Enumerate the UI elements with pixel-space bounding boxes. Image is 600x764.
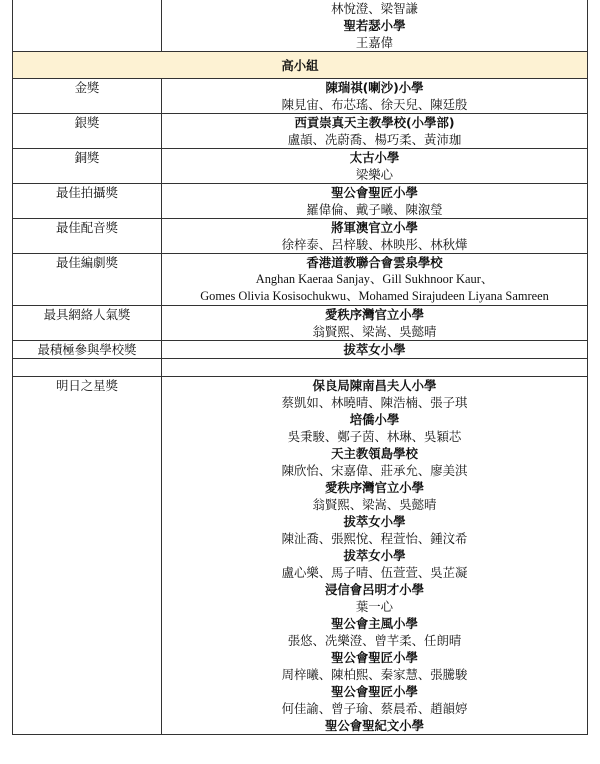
winner-names: 盧心樂、馬子晴、伍萱萱、吳芷凝: [281, 565, 468, 580]
school-name: 太古小學: [349, 150, 400, 165]
winner-names: 吳秉駿、鄭子茵、林琳、吳穎芯: [287, 429, 462, 444]
detail-cell: [162, 306, 588, 341]
detail-cell: [162, 254, 588, 306]
table-row: [13, 306, 588, 341]
table-row: [13, 184, 588, 219]
winner-names: 陳見宙、布芯瑤、徐天兒、陳廷殷: [281, 97, 468, 112]
school-name: 拔萃女小學: [343, 548, 406, 563]
school-name: 香港道教聯合會雲泉學校: [306, 255, 443, 270]
empty-cell: [13, 359, 162, 377]
detail-cell: [162, 114, 588, 149]
table-row: [13, 149, 588, 184]
table-row: [13, 219, 588, 254]
winner-names: 林悅澄、梁智謙: [331, 1, 418, 16]
school-name: 聖若瑟小學: [343, 18, 406, 33]
school-name: 聖公會聖匠小學: [331, 650, 418, 665]
winner-names: 翁賢熙、梁嵩、吳懿晴: [312, 497, 437, 512]
school-name: 聖公會聖匠小學: [331, 684, 418, 699]
school-name: 聖公會主風小學: [331, 616, 418, 631]
empty-cell: [162, 359, 588, 377]
school-name: 愛秩序灣官立小學: [324, 480, 425, 495]
award-category: 最佳編劇獎: [13, 254, 162, 306]
winner-names: 梁樂心: [355, 167, 394, 182]
detail-cell: [162, 341, 588, 359]
award-category: 明日之星獎: [13, 377, 162, 735]
detail-cell: [162, 184, 588, 219]
award-category: 銀獎: [13, 114, 162, 149]
winner-names: 周梓曦、陳柏熙、秦家慧、張騰駿: [281, 667, 468, 682]
winner-names: 陳沚喬、張熙悅、程萱怡、鍾汶希: [281, 531, 468, 546]
detail-cell: [162, 149, 588, 184]
award-category: 最積極參與學校獎: [13, 341, 162, 359]
detail-cell: [162, 377, 588, 735]
award-category: 銅獎: [13, 149, 162, 184]
school-name: 聖公會聖匠小學: [331, 185, 418, 200]
school-name: 西貢崇真天主教學校(小學部): [294, 115, 455, 130]
winner-names: Gomes Olivia Kosisochukwu、Mohamed Sirajudeen Liyana Samreen: [200, 289, 549, 303]
section-header-row: [13, 52, 588, 79]
awards-table: [12, 0, 588, 735]
winner-names: 徐梓泰、呂梓駿、林映彤、林秋燁: [281, 237, 468, 252]
school-name: 陳瑞祺(喇沙)小學: [325, 80, 424, 95]
school-name: 浸信會呂明才小學: [324, 582, 425, 597]
winner-names: 羅偉倫、戴子曦、陳溆瑩: [306, 202, 443, 217]
award-category: 金獎: [13, 79, 162, 114]
award-category: 最佳配音獎: [13, 219, 162, 254]
winner-names: 葉一心: [355, 599, 394, 614]
section-title: 高小組: [13, 52, 588, 79]
winner-names: Anghan Kaeraa Sanjay、Gill Sukhnoor Kaur、: [255, 272, 494, 286]
winner-names: 王嘉偉: [355, 35, 394, 50]
table-row: [13, 359, 588, 377]
winner-names: 陳欣怡、宋嘉偉、莊承允、廖美淇: [281, 463, 468, 478]
school-name: 拔萃女小學: [343, 342, 406, 357]
school-name: 培僑小學: [349, 412, 400, 427]
school-name: 天主教領島學校: [331, 446, 418, 461]
table-row: [13, 377, 588, 735]
winner-names: 翁賢熙、梁嵩、吳懿晴: [312, 324, 437, 339]
winner-names: 何佳諭、曾子瑜、蔡晨希、趙韻婷: [281, 701, 468, 716]
table-row: [13, 114, 588, 149]
category-cell: [13, 0, 162, 52]
winner-names: 蔡凱如、林曉晴、陳浩楠、張子琪: [281, 395, 468, 410]
school-name: 聖公會聖紀文小學: [324, 718, 425, 733]
table-row: [13, 79, 588, 114]
school-name: 將軍澳官立小學: [331, 220, 418, 235]
winner-names: 張悠、冼樂澄、曾芊柔、任朗晴: [287, 633, 462, 648]
detail-cell: [162, 219, 588, 254]
school-name: 愛秩序灣官立小學: [324, 307, 425, 322]
table-row: [13, 254, 588, 306]
table-row: [13, 0, 588, 52]
award-category: 最具網絡人氣獎: [13, 306, 162, 341]
school-name: 拔萃女小學: [343, 514, 406, 529]
award-category: 最佳拍攝獎: [13, 184, 162, 219]
detail-cell: [162, 0, 588, 52]
winner-names: 盧頡、冼蔚喬、楊巧柔、黃沛珈: [287, 132, 462, 147]
detail-cell: [162, 79, 588, 114]
table-row: [13, 341, 588, 359]
school-name: 保良局陳南昌夫人小學: [312, 378, 437, 393]
